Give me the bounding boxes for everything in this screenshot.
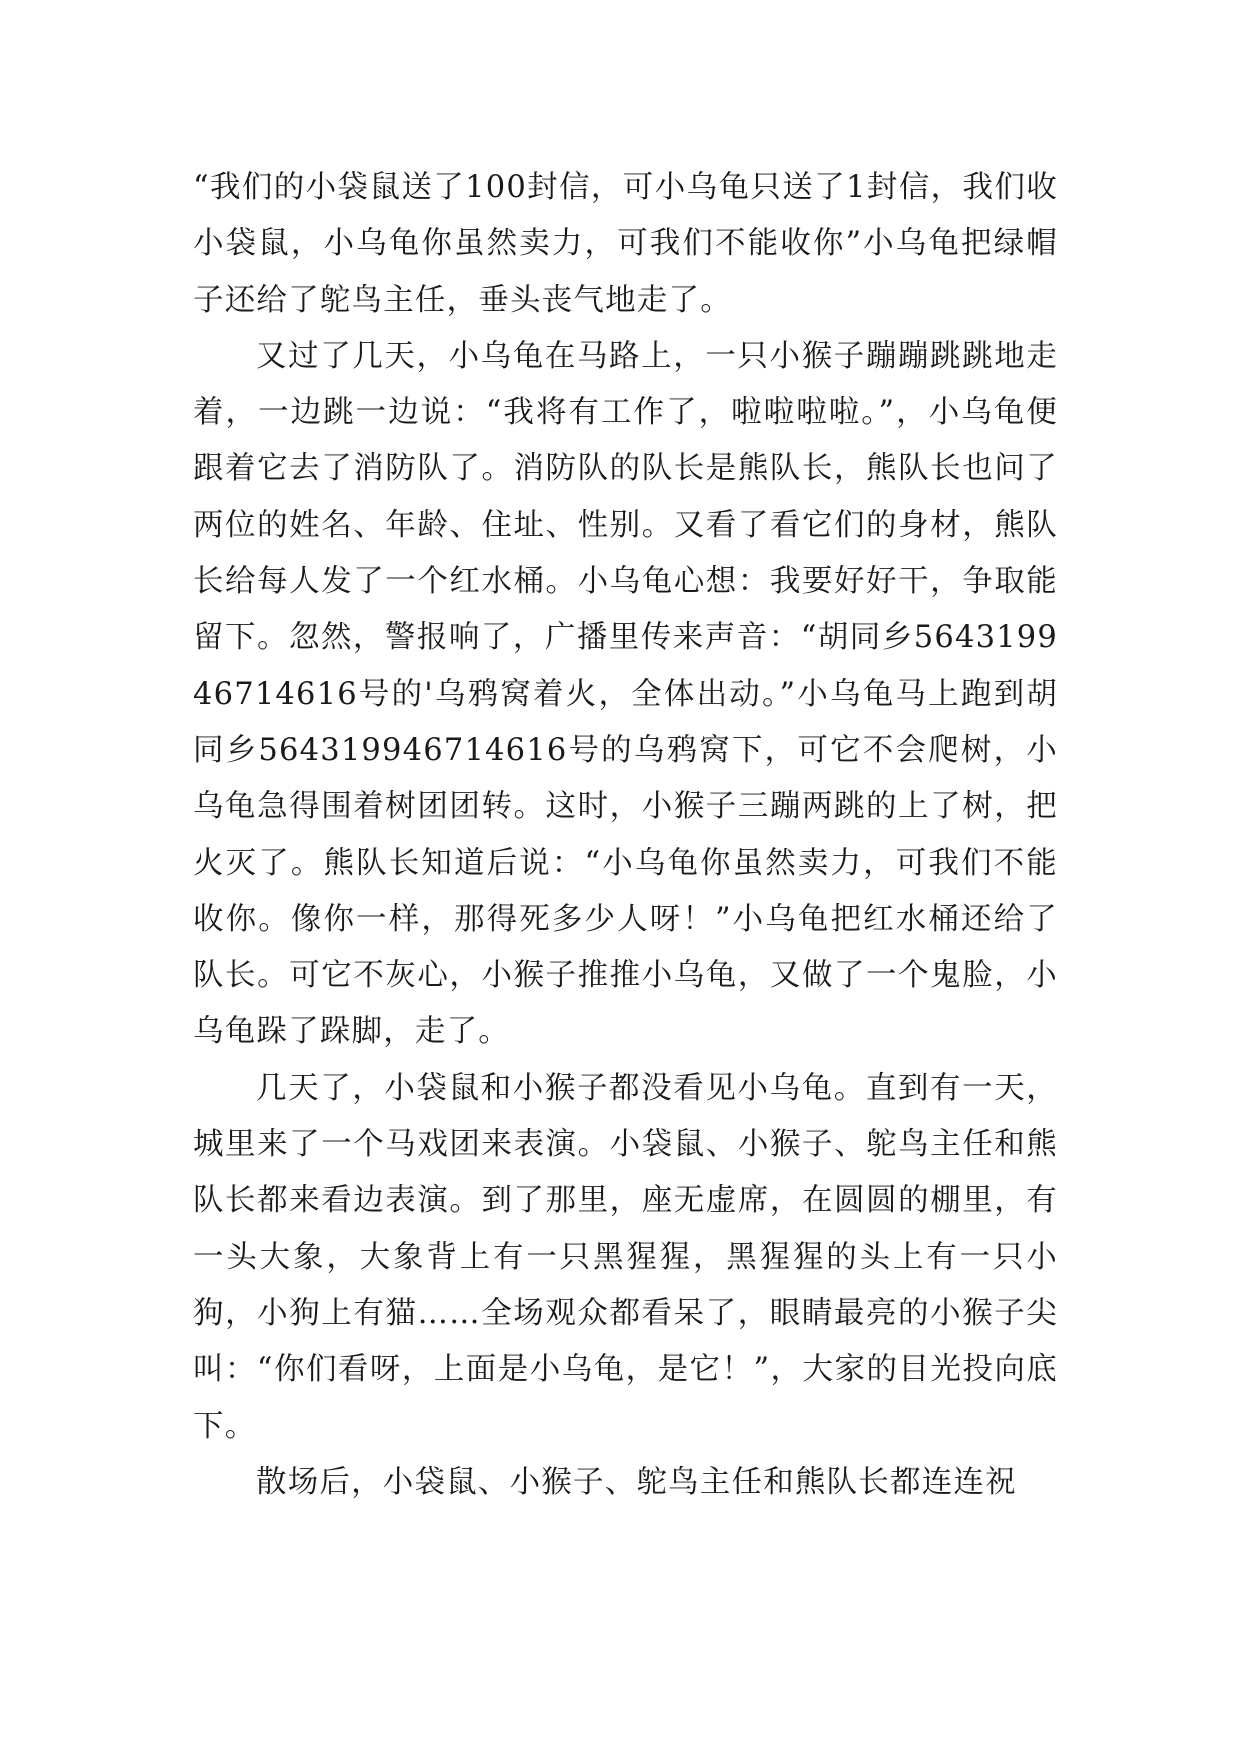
paragraph: 几天了，小袋鼠和小猴子都没看见小乌龟。直到有一天，城里来了一个马戏团来表演。小袋鼠、小猴子、鸵鸟主任和熊队长都来看边表演。到了那里，座无虚席，在圆圆的棚里，有一头大象，大象背上有一只黑猩猩，黑猩猩的头上有一只小狗，小狗上有猫……全场观众都看呆了，眼睛最亮的小猴子尖叫：“你们看呀，上面是小乌龟，是它！”，大家的目光投向底下。 [193, 1070, 1058, 1444]
paragraph: 散场后，小袋鼠、小猴子、鸵鸟主任和熊队长都连连祝 [256, 1464, 1017, 1500]
story-body [193, 160, 1058, 1511]
paragraph: “我们的小袋鼠送了100封信，可小乌龟只送了1封信，我们收小袋鼠，小乌龟你虽然卖力，可我们不能收你”小乌龟把绿帽子还给了鸵鸟主任，垂头丧气地走了。 [193, 170, 1058, 318]
paragraph: 又过了几天，小乌龟在马路上，一只小猴子蹦蹦跳跳地走着，一边跳一边说：“我将有工作了，啦啦啦啦。”，小乌龟便跟着它去了消防队了。消防队的队长是熊队长，熊队长也问了两位的姓名、年龄、住址、性别。又看了看它们的身材，熊队长给每人发了一个红水桶。小乌龟心想：我要好好干，争取能留下。忽然，警报响了，广播里传来声音：“胡同乡564319946714616号的'乌鸦窝着火，全体出动。”小乌龟马上跑到胡同乡564319946714616号的乌鸦窝下，可它不会爬树，小乌龟急得围着树团团转。这时，小猴子三蹦两跳的上了树，把火灭了。熊队长知道后说：“小乌龟你虽然卖力，可我们不能收你。像你一样，那得死多少人呀！”小乌龟把红水桶还给了队长。可它不灰心，小猴子推推小乌龟，又做了一个鬼脸，小乌龟跺了跺脚，走了。 [193, 338, 1058, 1050]
